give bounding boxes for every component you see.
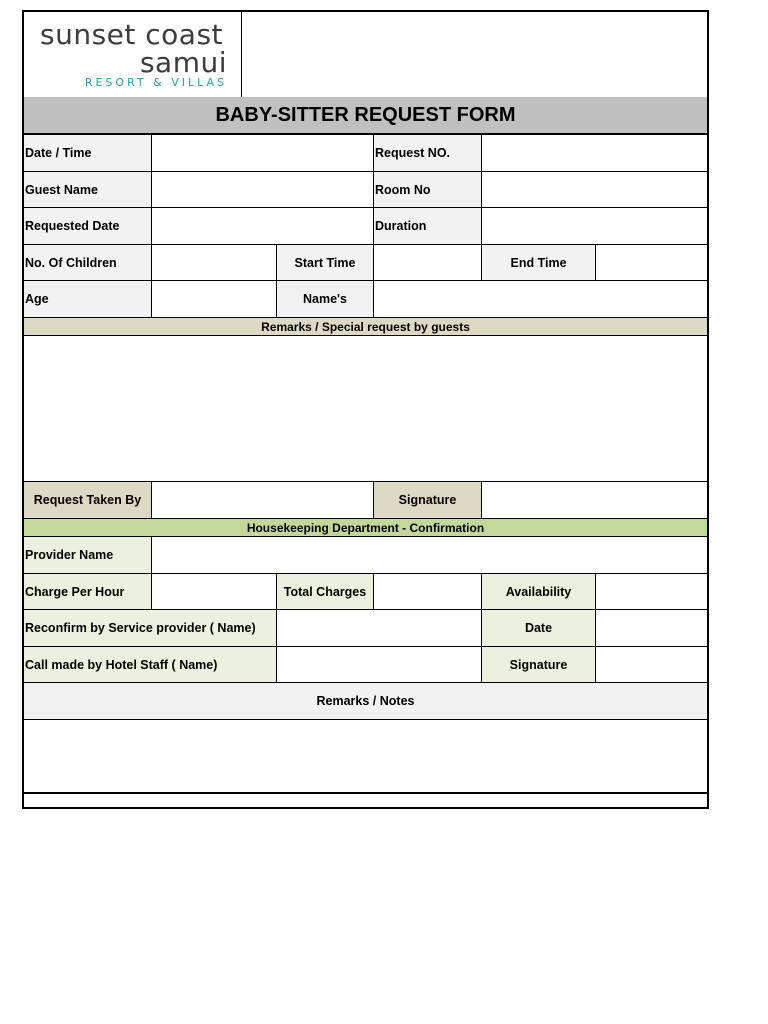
no-of-children-label: No. Of Children (24, 245, 152, 281)
age-label: Age (24, 281, 152, 318)
room-no-label: Room No (374, 172, 482, 208)
availability-field[interactable] (596, 574, 707, 610)
call-made-by-staff-label: Call made by Hotel Staff ( Name) (24, 647, 277, 683)
no-of-children-field[interactable] (152, 245, 277, 281)
request-no-label: Request NO. (374, 135, 482, 172)
age-field[interactable] (152, 281, 277, 318)
date-field[interactable] (596, 610, 707, 647)
reconfirm-by-provider-label: Reconfirm by Service provider ( Name) (24, 610, 277, 647)
charge-per-hour-label: Charge Per Hour (24, 574, 152, 610)
logo-text-line1: sunset coast (40, 18, 224, 51)
logo-text-line2: samui (139, 46, 227, 79)
remarks-notes-label: Remarks / Notes (24, 683, 707, 720)
guest-name-label: Guest Name (24, 172, 152, 208)
signature-field[interactable] (482, 482, 707, 519)
start-time-field[interactable] (374, 245, 482, 281)
start-time-label: Start Time (277, 245, 374, 281)
signature-label: Signature (374, 482, 482, 519)
room-no-field[interactable] (482, 172, 707, 208)
charge-per-hour-field[interactable] (152, 574, 277, 610)
end-time-label: End Time (482, 245, 596, 281)
resort-logo (24, 12, 242, 97)
provider-name-label: Provider Name (24, 537, 152, 574)
request-taken-by-field[interactable] (152, 482, 374, 519)
names-field[interactable] (374, 281, 707, 318)
date-label: Date (482, 610, 596, 647)
names-label: Name's (277, 281, 374, 318)
duration-field[interactable] (482, 208, 707, 245)
date-time-field[interactable] (152, 135, 374, 172)
reconfirm-by-provider-field[interactable] (277, 610, 482, 647)
housekeeping-confirmation-band: Housekeeping Department - Confirmation (24, 519, 707, 537)
total-charges-label: Total Charges (277, 574, 374, 610)
form-header (24, 12, 707, 99)
guest-name-field[interactable] (152, 172, 374, 208)
total-charges-field[interactable] (374, 574, 482, 610)
requested-date-label: Requested Date (24, 208, 152, 245)
date-time-label: Date / Time (24, 135, 152, 172)
provider-name-field[interactable] (152, 537, 707, 574)
form-title: BABY-SITTER REQUEST FORM (24, 97, 707, 135)
staff-signature-label: Signature (482, 647, 596, 683)
babysitter-request-form (22, 10, 709, 809)
availability-label: Availability (482, 574, 596, 610)
requested-date-field[interactable] (152, 208, 374, 245)
remarks-special-request-area[interactable] (24, 336, 707, 482)
remarks-notes-area[interactable] (24, 720, 707, 794)
remarks-special-request-band: Remarks / Special request by guests (24, 318, 707, 336)
call-made-by-staff-field[interactable] (277, 647, 482, 683)
logo-text-line3: RESORT & VILLAS (84, 76, 227, 89)
request-no-field[interactable] (482, 135, 707, 172)
end-time-field[interactable] (596, 245, 707, 281)
request-taken-by-label: Request Taken By (24, 482, 152, 519)
staff-signature-field[interactable] (596, 647, 707, 683)
duration-label: Duration (374, 208, 482, 245)
